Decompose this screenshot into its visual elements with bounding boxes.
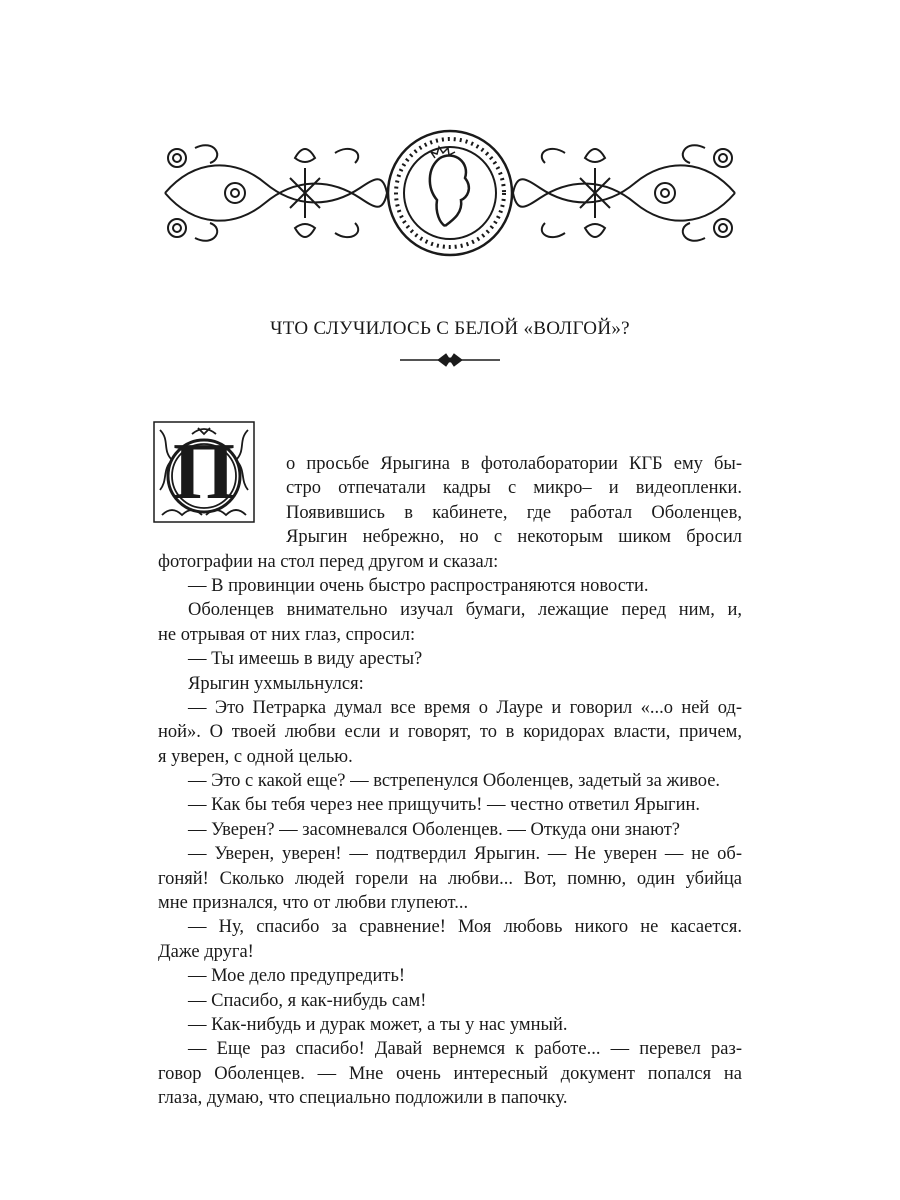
text-line: — Как бы тебя через нее прищучить! — честно ответил Ярыгин. xyxy=(188,795,701,816)
paragraph xyxy=(158,842,742,915)
paragraph xyxy=(158,574,742,598)
paragraph xyxy=(158,769,742,793)
text-line: глаза, думаю, что специально подложили в папочку. xyxy=(158,1088,568,1109)
text-line: стро отпечатали кадры с микро– и видеопленки. xyxy=(286,478,742,499)
paragraph xyxy=(158,964,742,988)
paragraph xyxy=(158,1037,742,1110)
paragraph xyxy=(158,452,742,574)
paragraph xyxy=(158,915,742,964)
text-line: — Как-нибудь и дурак может, а ты у нас умный. xyxy=(188,1014,568,1035)
text-line: ной». О твоей любви если и говорят, то в коридорах власти, причем, xyxy=(158,722,742,743)
text-line: Появившись в кабинете, где работал Оболенцев, xyxy=(286,502,742,523)
text-line: — Спасибо, я как-нибудь сам! xyxy=(188,990,427,1011)
text-line: Даже друга! xyxy=(158,941,254,962)
text-line: — Еще раз спасибо! Давай вернемся к работе... — перевел раз- xyxy=(188,1039,742,1060)
paragraph xyxy=(158,672,742,696)
ornamental-header-vignette xyxy=(155,128,745,258)
chapter-body-text xyxy=(158,452,742,1111)
text-line: Оболенцев внимательно изучал бумаги, лежащие перед ним, и, xyxy=(188,600,742,621)
paragraph xyxy=(158,647,742,671)
text-line: Ярыгин небрежно, но с некоторым шиком бросил xyxy=(286,527,742,548)
text-line: — Уверен? — засомневался Оболенцев. — Откуда они знают? xyxy=(188,819,681,840)
text-line: — Уверен, уверен! — подтвердил Ярыгин. — Не уверен — не об- xyxy=(188,844,742,865)
text-line: мне признался, что от любви глупеют... xyxy=(158,893,469,914)
paragraph xyxy=(158,818,742,842)
title-divider-ornament xyxy=(398,352,502,368)
text-line: — В провинции очень быстро распространяются новости. xyxy=(188,575,649,596)
text-line: фотографии на стол перед другом и сказал: xyxy=(158,551,499,572)
paragraph xyxy=(158,793,742,817)
paragraph xyxy=(158,1013,742,1037)
text-line: о просьбе Ярыгина в фотолаборатории КГБ ему бы- xyxy=(286,454,742,474)
text-line: говор Оболенцев. — Мне очень интересный документ попался на xyxy=(158,1063,742,1084)
paragraph xyxy=(158,598,742,647)
text-line: — Ты имеешь в виду аресты? xyxy=(188,649,423,670)
text-line: — Это Петрарка думал все время о Лауре и говорил «...о ней од- xyxy=(188,697,742,718)
text-line: гоняй! Сколько людей горели на любви... Вот, помню, один убийца xyxy=(158,868,742,889)
text-line: — Это с какой еще? — встрепенулся Оболенцев, задетый за живое. xyxy=(188,771,721,792)
text-line: не отрывая от них глаз, спросил: xyxy=(158,624,416,645)
text-line: я уверен, с одной целью. xyxy=(158,746,353,767)
paragraph xyxy=(158,696,742,769)
text-line: Ярыгин ухмыльнулся: xyxy=(188,673,364,694)
paragraph xyxy=(158,989,742,1013)
drop-cap-letter: П xyxy=(172,428,236,516)
text-line: — Ну, спасибо за сравнение! Моя любовь никого не касается. xyxy=(188,917,742,938)
text-line: — Мое дело предупредить! xyxy=(188,966,406,987)
chapter-title: ЧТО СЛУЧИЛОСЬ С БЕЛОЙ «ВОЛГОЙ»? xyxy=(270,318,630,339)
